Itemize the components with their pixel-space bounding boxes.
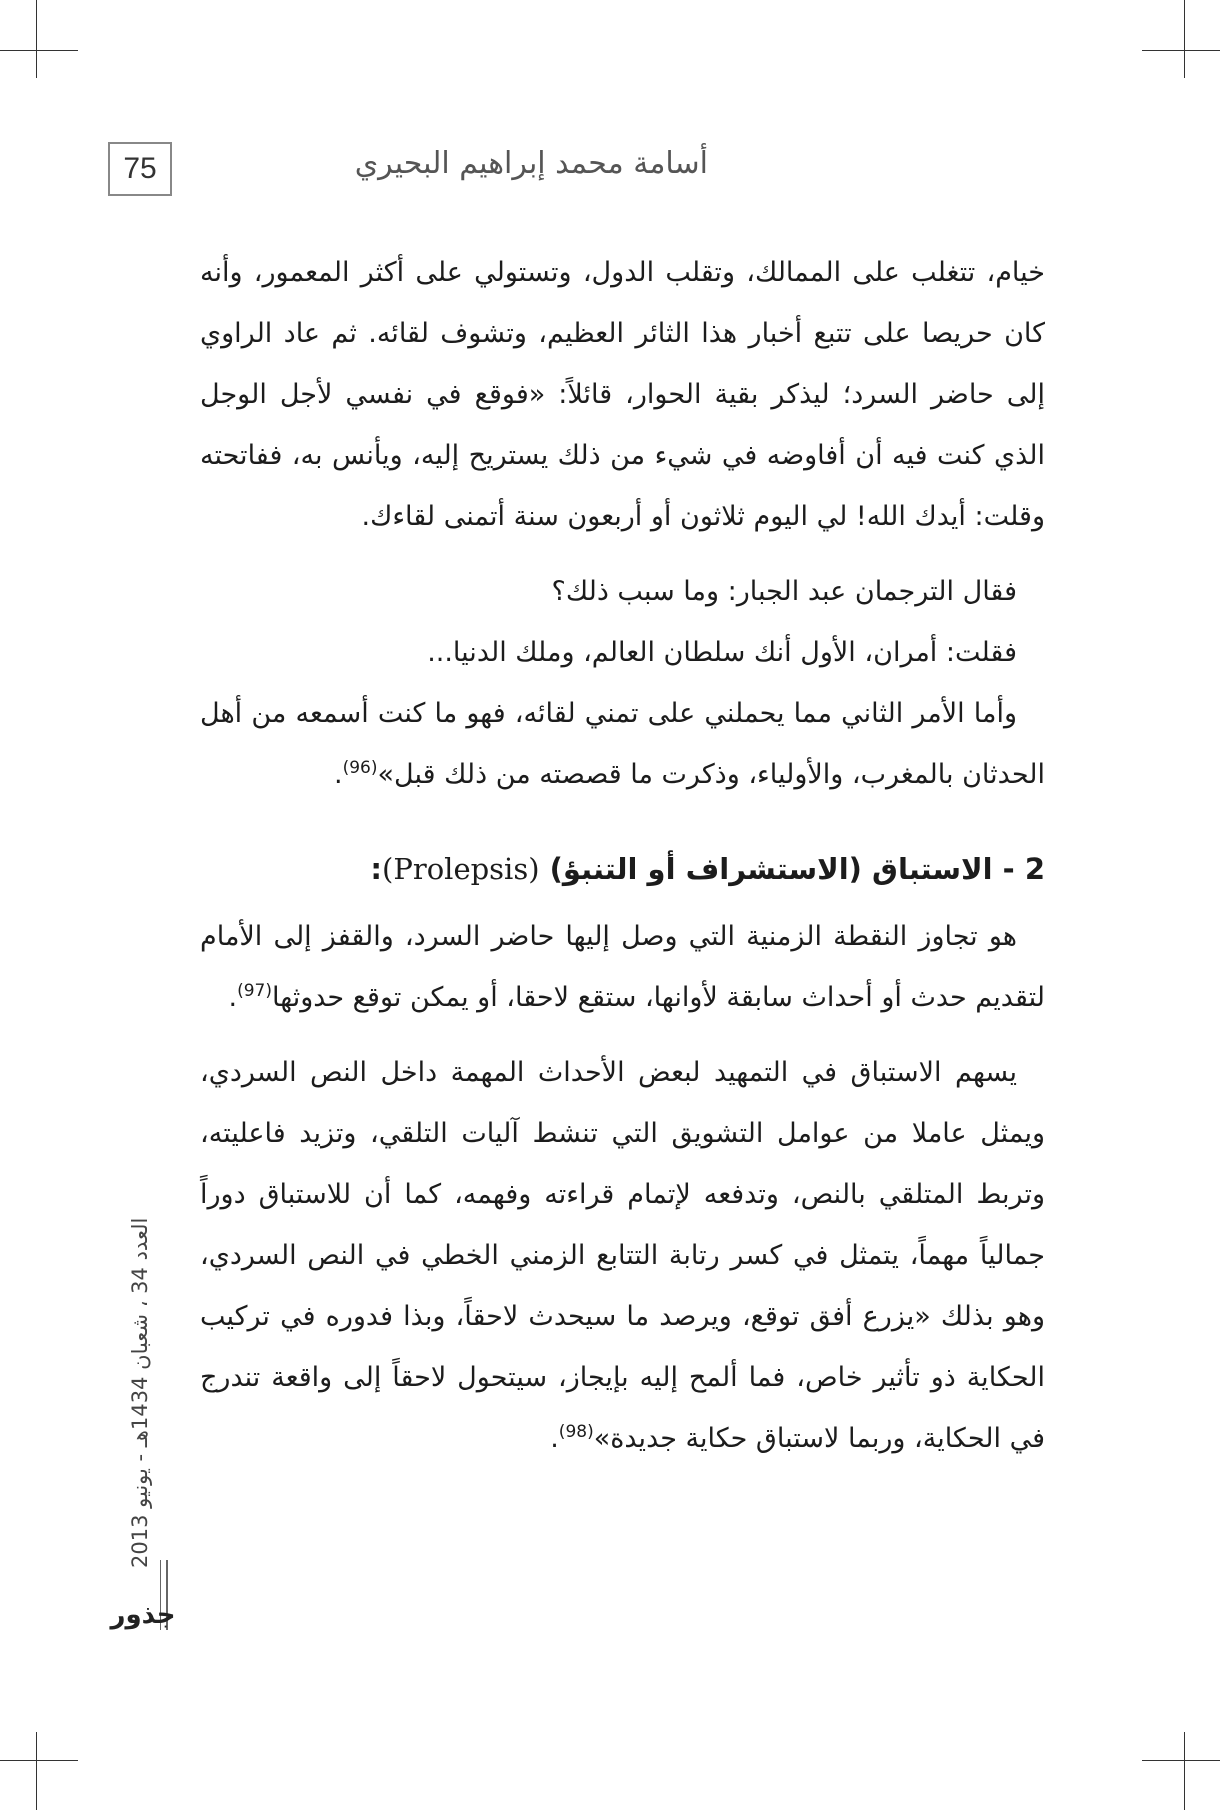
section-heading-latin: (Prolepsis)	[382, 852, 540, 886]
crop-mark-bottom-left	[36, 1732, 37, 1810]
page-number: 75	[108, 142, 172, 196]
page-header	[108, 142, 1113, 204]
paragraph: فقال الترجمان عبد الجبار: وما سبب ذلك؟	[551, 576, 1017, 607]
section-heading	[200, 839, 1045, 900]
journal-logo: جذور	[110, 1600, 176, 1630]
running-head-author: أسامة محمد إبراهيم البحيري	[354, 146, 708, 181]
paragraph: هو تجاوز النقطة الزمنية التي وصل إليها حاضر السرد، والقفز إلى الأمام لتقديم حدث أو أحداث سابقة لأوانها، ستقع لاحقا، أو يمكن توقع حدوثها$^{(97)}$.	[200, 921, 1045, 1013]
paragraph: خيام، تتغلب على الممالك، وتقلب الدول، وتستولي على أكثر المعمور، وأنه كان حريصا على تتبع أخبار هذا الثائر العظيم، وتشوف لقائه. ثم عاد الراوي إلى حاضر السرد؛ ليذكر بقية الحوار، قائلاً: «فوقع في نفسي لأجل الوجل الذي كنت فيه أن أفاوضه في شيء من ذلك يستريح إليه، ويأنس به، ففاتحته وقلت: أيدك الله! لي اليوم ثلاثون أو أربعون سنة أتمنى لقاءك.	[200, 257, 1045, 532]
crop-mark-bottom-left-h	[0, 1760, 78, 1761]
crop-mark-top-left-h	[0, 50, 78, 51]
crop-mark-top-right-h	[1142, 50, 1220, 51]
paragraph: يسهم الاستباق في التمهيد لبعض الأحداث المهمة داخل النص السردي، ويمثل عاملا من عوامل التشويق التي تنشط آليات التلقي، وتزيد فاعليته، وتربط المتلقي بالنص، وتدفعه لإتمام قراءته وفهمه، كما أن للاستباق دوراً جمالياً مهماً، يتمثل في كسر رتابة التتابع الزمني الخطي في النص السردي، وهو بذلك «يزرع أفق توقع، ويرصد ما سيحدث لاحقاً، وبذا فدوره في تركيب الحكاية ذو تأثير خاص، فما ألمح إليه بإيجاز، سيتحول لاحقاً إلى واقعة تندرج في الحكاية، وربما لاستباق حكاية جديدة»$^{(98)}$.	[200, 1057, 1045, 1454]
issue-info-vertical: العدد 34 ، شعبان 1434هـ - يونيو 2013	[128, 1217, 152, 1568]
paragraph: وأما الأمر الثاني مما يحملني على تمني لقائه، فهو ما كنت أسمعه من أهل الحدثان بالمغرب، والأولياء، وذكرت ما قصصته من ذلك قبل»$^{(96)}$.	[200, 698, 1045, 790]
crop-mark-bottom-right-h	[1142, 1760, 1220, 1761]
crop-mark-bottom-right	[1184, 1732, 1185, 1810]
paragraph-text: يسهم الاستباق في التمهيد لبعض الأحداث المهمة داخل النص السردي، ويمثل عاملا من عوامل التشويق التي تنشط آليات التلقي، وتزيد فاعليته، وتربط المتلقي بالنص، وتدفعه لإتمام قراءته وفهمه، كما أن للاستباق دوراً جمالياً مهماً، يتمثل في كسر رتابة التتابع الزمني الخطي في النص السردي، وهو بذلك «يزرع أفق توقع، ويرصد ما سيحدث لاحقاً، وبذا فدوره في تركيب الحكاية ذو تأثير خاص، فما ألمح إليه بإيجاز، سيتحول لاحقاً إلى واقعة تندرج في الحكاية، وربما لاستباق حكاية جديدة»	[200, 1057, 1045, 1454]
footnote-ref: (98)	[558, 1422, 594, 1442]
footnote-ref: (96)	[342, 758, 378, 778]
footnote-ref: (97)	[237, 981, 273, 1001]
paragraph: فقلت: أمران، الأول أنك سلطان العالم، وملك الدنيا...	[427, 637, 1017, 668]
crop-mark-top-right	[1184, 0, 1185, 78]
article-body	[200, 242, 1045, 1469]
section-heading-colon: :	[370, 852, 383, 886]
crop-mark-top-left	[36, 0, 37, 78]
section-heading-arabic: 2 - الاستباق (الاستشراف أو التنبؤ)	[549, 852, 1045, 886]
paragraph-text: هو تجاوز النقطة الزمنية التي وصل إليها حاضر السرد، والقفز إلى الأمام لتقديم حدث أو أحداث سابقة لأوانها، ستقع لاحقا، أو يمكن توقع حدوثها	[200, 921, 1045, 1013]
paragraph-text: وأما الأمر الثاني مما يحملني على تمني لقائه، فهو ما كنت أسمعه من أهل الحدثان بالمغرب، والأولياء، وذكرت ما قصصته من ذلك قبل»	[200, 698, 1045, 790]
